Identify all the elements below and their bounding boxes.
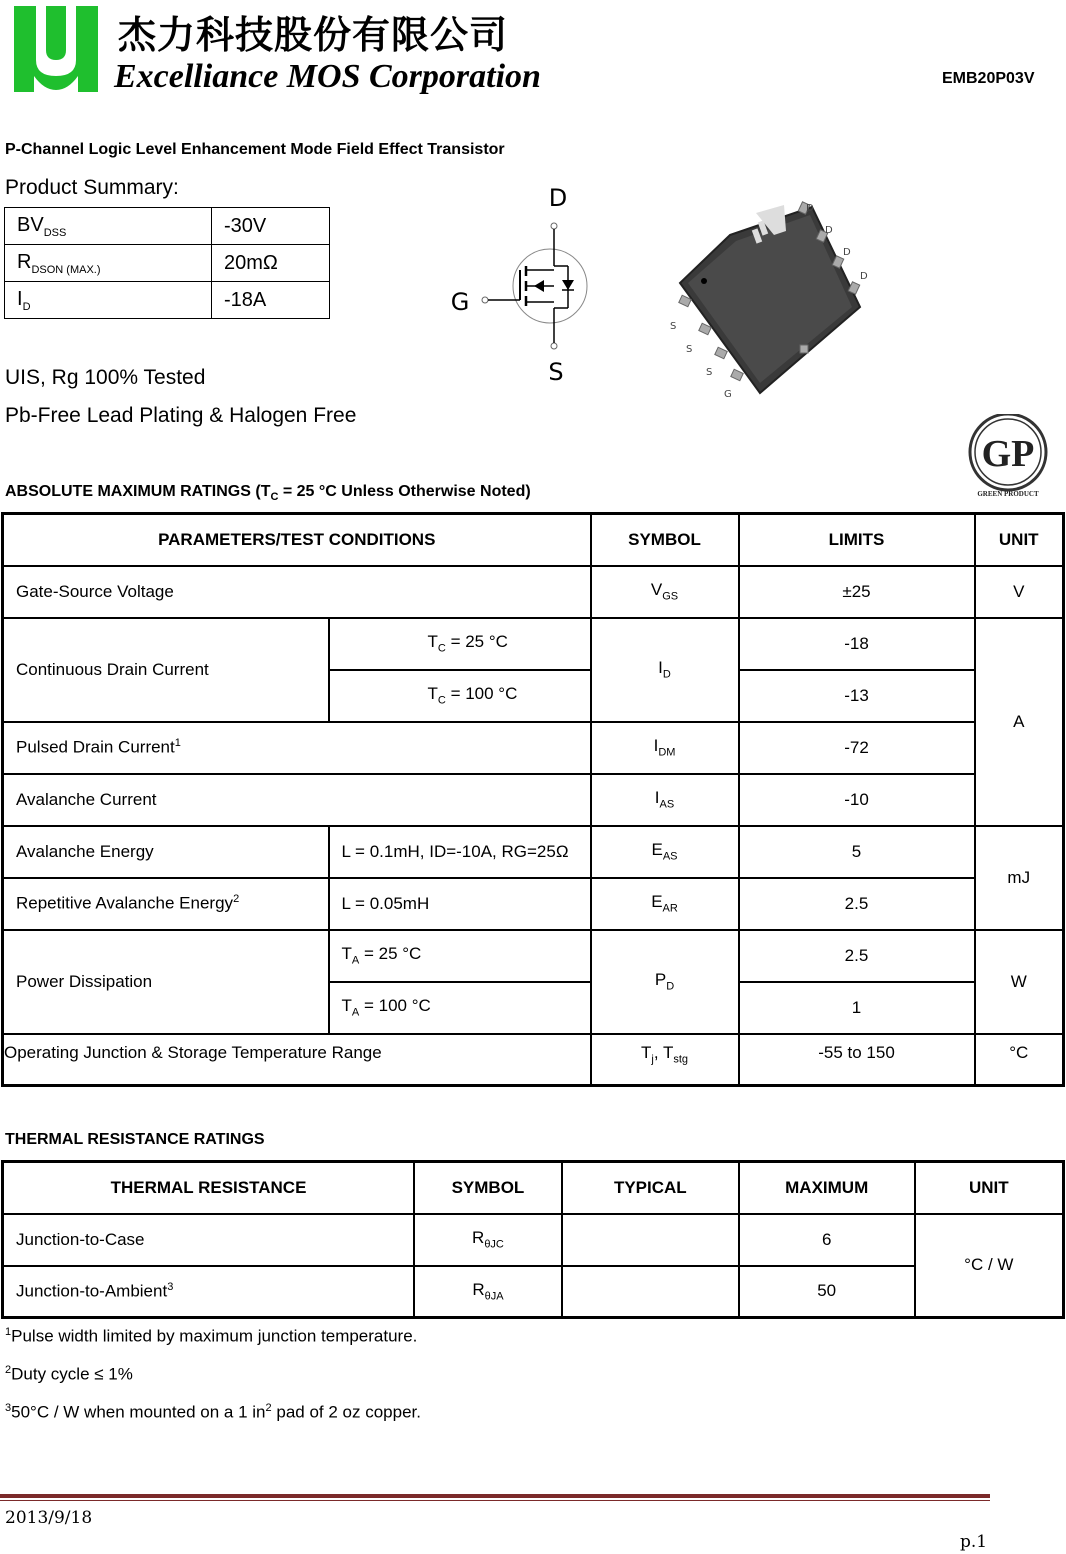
table-row: $T_C = 100$ °C -13 [3, 670, 1064, 722]
table-row: Junction-to-Ambient$^3$ $R_{\theta JA}$ 50 [3, 1266, 1064, 1318]
table-header-row: PARAMETERS/TEST CONDITIONS SYMBOL LIMITS UNIT [3, 514, 1064, 566]
table-row: Continuous Drain Current $T_C = 25$ °C $I_D$ -18 A [3, 618, 1064, 670]
table-row: $I_D$ -18A [5, 282, 330, 319]
thermal-title: THERMAL RESISTANCE RATINGS [5, 1131, 265, 1148]
table-row: Power Dissipation $T_A = 25$ °C $P_D$ 2.5 W [3, 930, 1064, 982]
company-name-en: Excelliance MOS Corporation [114, 58, 541, 95]
table-row: $R_{DSON (MAX.)}$ 20mΩ [5, 245, 330, 282]
mosfet-symbol [440, 180, 610, 390]
pin-label: S [686, 344, 693, 355]
abs-max-title: ABSOLUTE MAXIMUM RATINGS ($T_C = 25$ °C Unless Otherwise Noted) [5, 483, 531, 504]
source-label: S [548, 358, 564, 386]
table-row: Junction-to-Case $R_{\theta JC}$ 6 °C / W [3, 1214, 1064, 1266]
pin-label: D [825, 225, 833, 236]
footer-rule-thin [0, 1500, 990, 1501]
thermal-table [1, 1160, 1065, 1319]
page-number: p.1 [960, 1532, 988, 1552]
table-row: Pulsed Drain Current$^1$ $I_{DM}$ -72 [3, 722, 1064, 774]
footnote-3: $^3$50°C / W when mounted on a 1 $in^2$ pad of 2 oz copper. [5, 1402, 421, 1422]
table-row: Repetitive Avalanche Energy$^2$ L = 0.05mH $E_{AR}$ 2.5 [3, 878, 1064, 930]
pin-label: S [706, 367, 713, 378]
pin-label: S [670, 321, 677, 332]
table-row: Avalanche Current $I_{AS}$ -10 [3, 774, 1064, 826]
green-product-logo [966, 414, 1052, 500]
feature-uis: UIS, Rg 100% Tested [5, 366, 206, 389]
product-summary-title: Product Summary: [5, 176, 179, 199]
footer-rule [0, 1494, 990, 1498]
package-image [660, 195, 880, 405]
table-header-row: THERMAL RESISTANCE SYMBOL TYPICAL MAXIMUM UNIT [3, 1162, 1064, 1214]
pin-label: D [860, 271, 868, 282]
gate-label: G [450, 288, 470, 316]
pin-label: D [843, 247, 851, 258]
pin-label: D [806, 203, 814, 214]
table-row: Operating Junction & Storage Temperature Range $T_j$, $T_{stg}$ -55 to 150 °C [3, 1034, 1064, 1086]
footnote-2: $^2$Duty cycle ≤ 1% [5, 1364, 133, 1384]
drain-label: D [548, 184, 568, 212]
feature-pb-free: Pb-Free Lead Plating & Halogen Free [5, 404, 357, 427]
footer-date: 2013/9/18 [5, 1508, 93, 1528]
company-name-cn: 杰力科技股份有限公司 [118, 12, 509, 57]
green-product-text: GREEN PRODUCT [977, 490, 1039, 498]
footnote-1: $^1$Pulse width limited by maximum junction temperature. [5, 1326, 418, 1346]
product-summary-table [4, 207, 330, 319]
device-description: P-Channel Logic Level Enhancement Mode Field Effect Transistor [5, 141, 505, 158]
table-row: $T_A = 100$ °C 1 [3, 982, 1064, 1034]
part-number: EMB20P03V [942, 70, 1035, 87]
abs-max-table [1, 512, 1065, 1087]
pin-label: G [724, 389, 732, 400]
table-row: Gate-Source Voltage $V_{GS}$ ±25 V [3, 566, 1064, 618]
gp-text: GP [981, 433, 1035, 475]
table-row: $BV_{DSS}$ -30V [5, 208, 330, 245]
company-logo [10, 2, 102, 96]
table-row: Avalanche Energy L = 0.1mH, ID=-10A, RG=25Ω $E_{AS}$ 5 mJ [3, 826, 1064, 878]
